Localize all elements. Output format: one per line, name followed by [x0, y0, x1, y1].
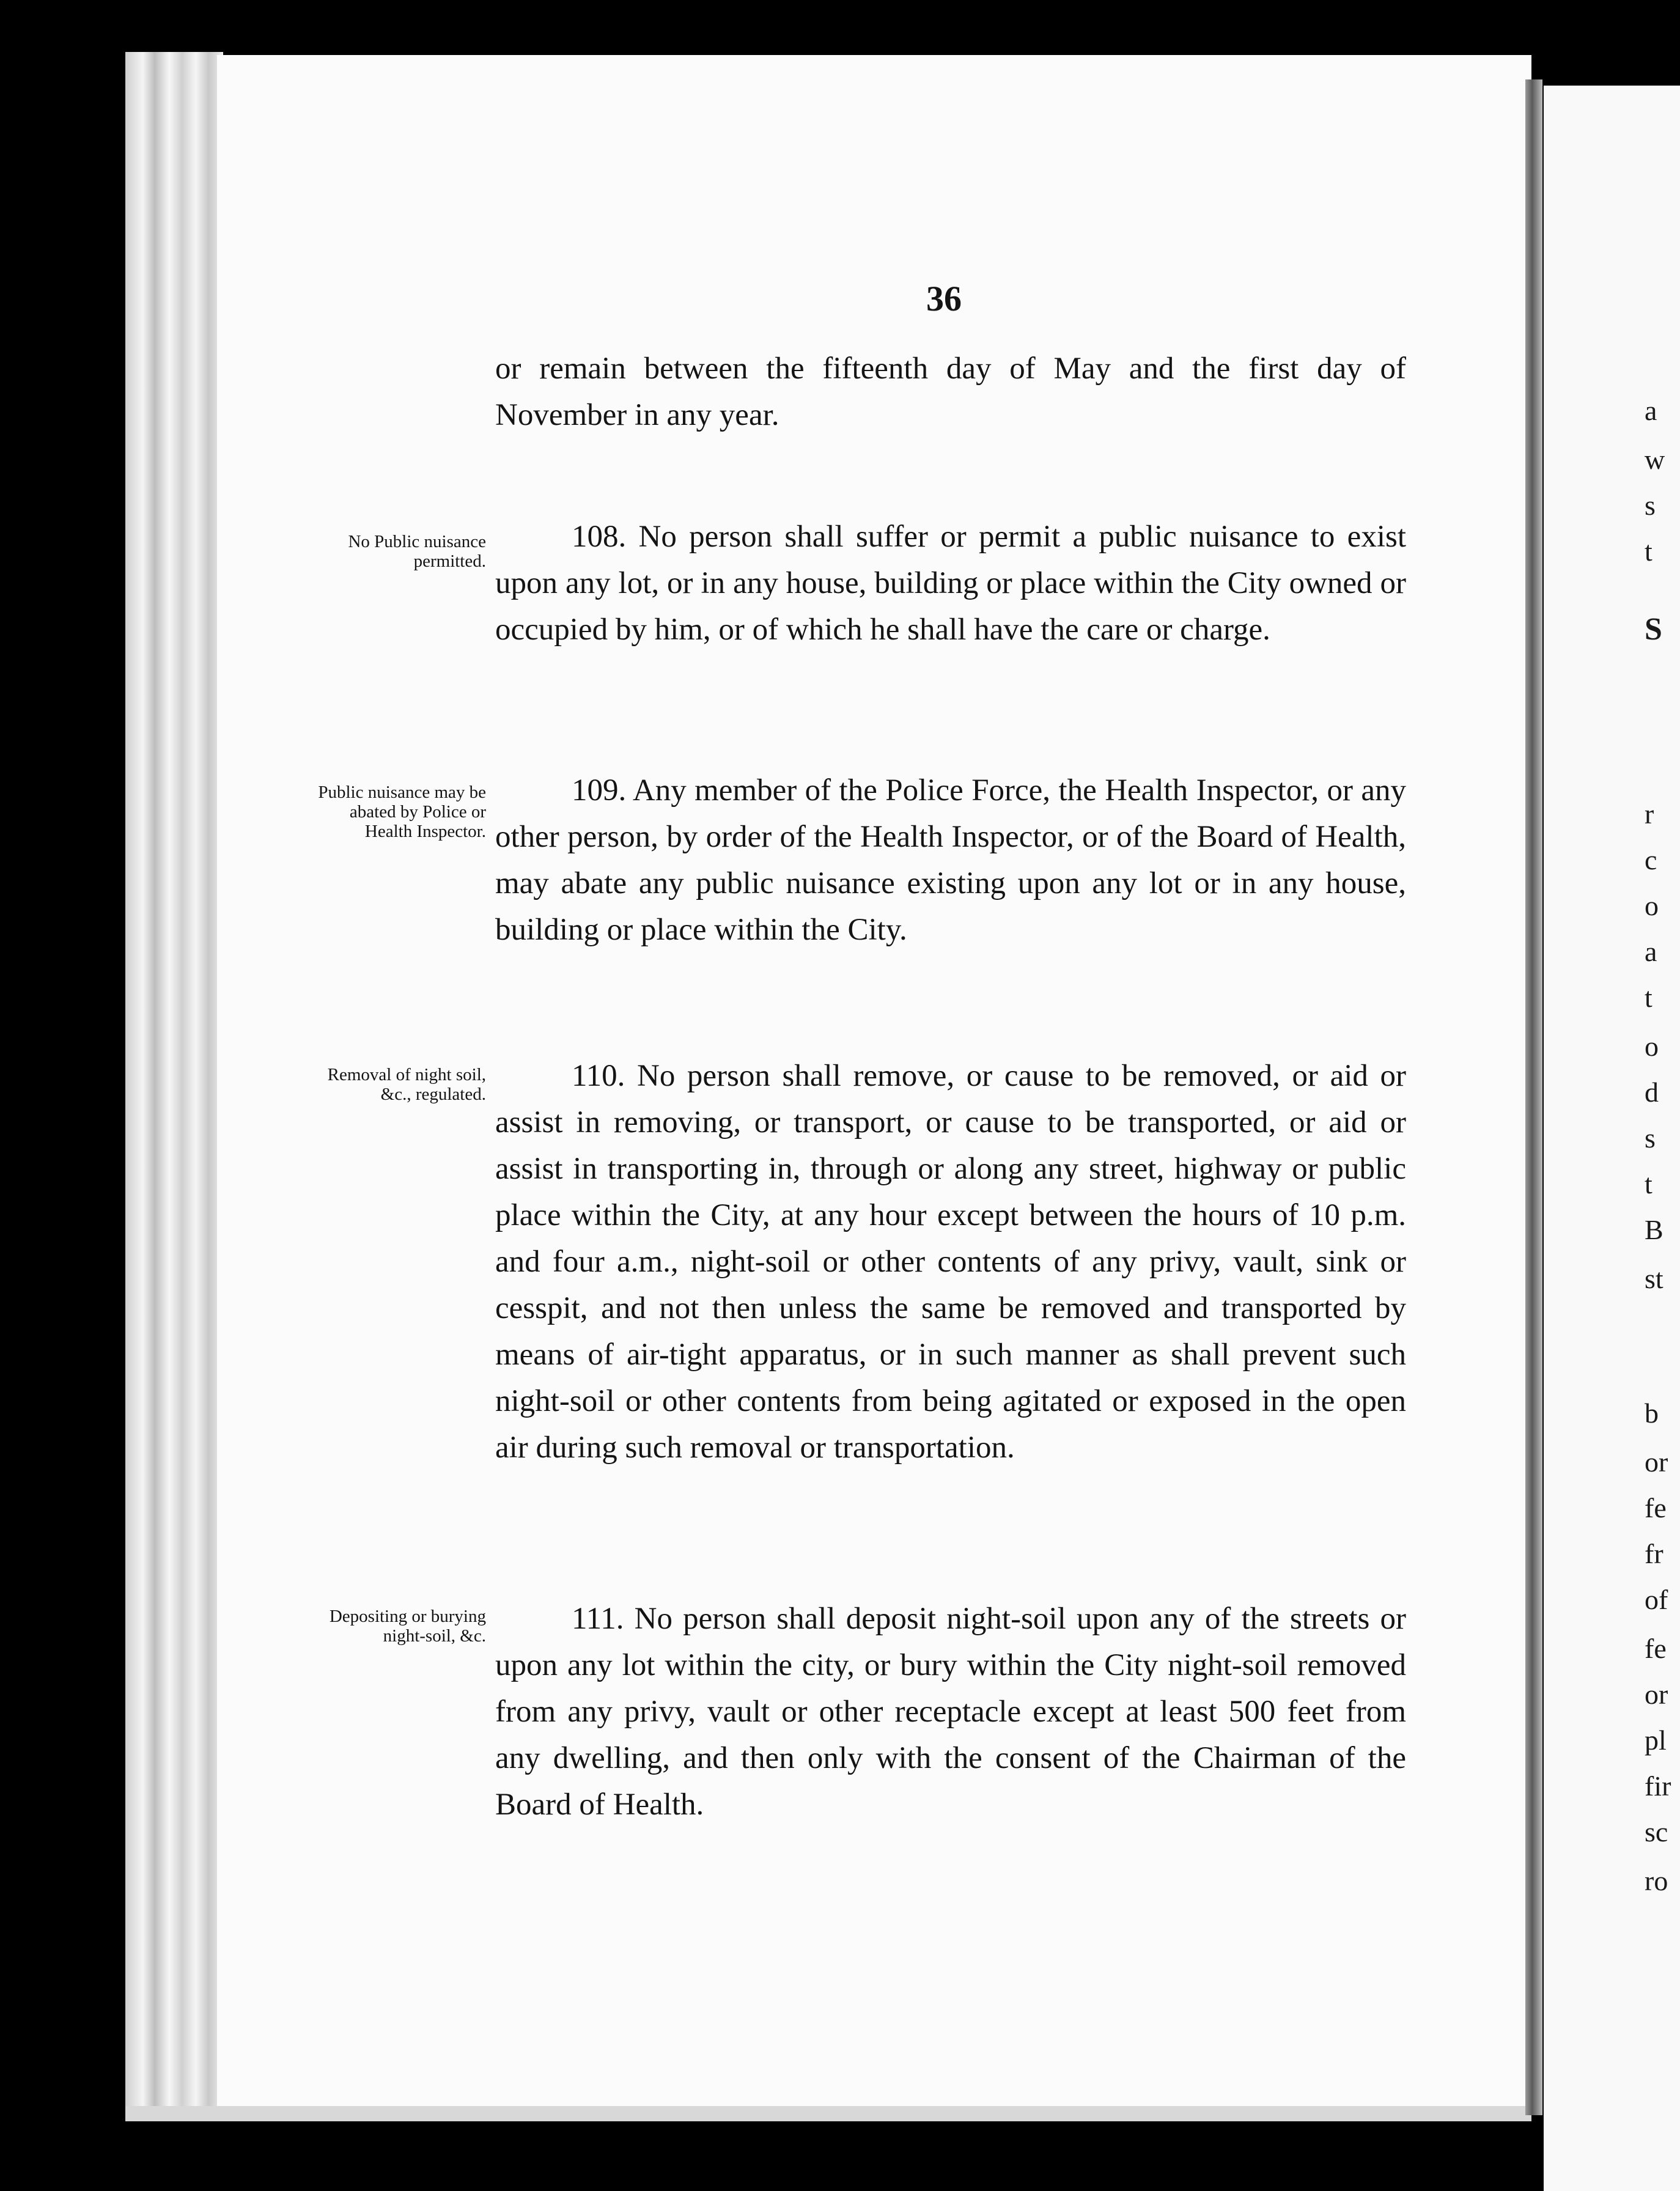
section-number: 109. [572, 773, 627, 808]
fragment: or [1645, 1679, 1668, 1710]
continuation-text: or remain between the fifteenth day of May and the first day of November in any year. [495, 352, 1406, 432]
fragment: b [1645, 1397, 1659, 1429]
fragment: t [1645, 536, 1652, 567]
fragment: t [1645, 1168, 1652, 1199]
section-text: Any member of the Police Force, the Health Inspector, or any other person, by order of the Health Inspector, or of the Board of Health, may abate any public nuisance existing upon any lot or in any house, building or place within the City. [495, 773, 1407, 947]
book-gutter [1525, 79, 1542, 2115]
section-109 [495, 767, 1406, 953]
fragment: t [1645, 982, 1652, 1013]
fragment: d [1645, 1077, 1659, 1108]
fragment: s [1645, 1122, 1656, 1154]
continuation-paragraph [495, 345, 1406, 438]
fragment: fr [1645, 1538, 1663, 1569]
section-text: No person shall deposit night-soil upon any of the streets or upon any lot within the city, or bury within the City night-soil removed from any privy, vault or other receptacle except at least 500 feet from any dwelling, and then only with the consent of the Chairman of the Board of Health. [495, 1602, 1406, 1822]
fragment: c [1645, 844, 1657, 875]
section-number: 110. [572, 1059, 625, 1093]
page-number: 36 [926, 279, 962, 319]
fragment: sc [1645, 1816, 1668, 1847]
fragment: o [1645, 890, 1659, 921]
fragment: pl [1645, 1725, 1667, 1756]
margin-note-111: Depositing or burying night-soil, &c. [329, 1607, 486, 1646]
fragment: a [1645, 395, 1657, 426]
fragment: fir [1645, 1770, 1671, 1802]
fragment: ro [1645, 1865, 1668, 1896]
fragment: r [1645, 798, 1654, 830]
fragment: fe [1645, 1633, 1667, 1664]
section-number: 111. [572, 1602, 624, 1636]
section-number: 108. [572, 520, 627, 554]
section-108 [495, 514, 1406, 653]
section-110 [495, 1053, 1406, 1471]
margin-note-108: No Public nuisance permitted. [348, 532, 486, 571]
fragment: o [1645, 1031, 1659, 1062]
fragment: st [1645, 1263, 1663, 1294]
fragment: w [1645, 444, 1665, 475]
fragment: B [1645, 1214, 1663, 1245]
section-111 [495, 1596, 1406, 1828]
fragment: S [1645, 612, 1662, 647]
page-stack-edge [125, 52, 223, 2118]
margin-note-109: Public nuisance may be abated by Police or Health Inspector. [318, 782, 486, 841]
fragment: of [1645, 1584, 1668, 1615]
section-text: No person shall suffer or permit a public nuisance to exist upon any lot, or in any house, building or place within the City owned or occupied by him, or of which he shall have the care or charge. [495, 520, 1407, 647]
margin-note-110: Removal of night soil, &c., regulated. [327, 1065, 486, 1104]
section-text: No person shall remove, or cause to be removed, or aid or assist in removing, or transport, or cause to be transported, or aid or assist in transporting in, through or along any street, highway or public place within the City, at any hour except between the hours of 10 p.m. and four a.m., night-soil or other contents of any privy, vault, sink or cesspit, and not then unless the same be removed and transported by means of air-tight apparatus, or in such manner as shall prevent such night-soil or other contents from being agitated or exposed in the open air during such removal or transportation. [495, 1059, 1407, 1465]
fragment: fe [1645, 1492, 1667, 1523]
page-bottom-edge [125, 2106, 1531, 2121]
fragment: or [1645, 1446, 1668, 1478]
fragment: s [1645, 490, 1656, 521]
fragment: a [1645, 936, 1657, 967]
